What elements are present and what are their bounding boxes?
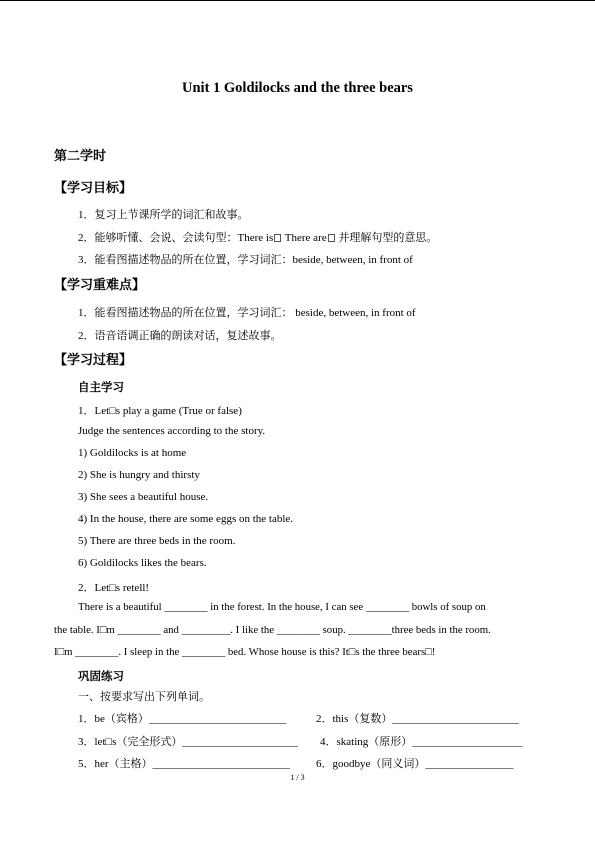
statement-6: 6) Goldilocks likes the bears.: [78, 557, 207, 569]
game-title: 1．Let□s play a game (True or false): [78, 405, 242, 417]
retell-title: 2．Let□s retell!: [78, 582, 150, 594]
statement-1: 1) Goldilocks is at home: [78, 447, 187, 459]
statement-4: 4) In the house, there are some eggs on the table.: [78, 513, 294, 525]
keypoint-2: 2．语音语调正确的朗读对话，复述故事。: [78, 330, 282, 342]
statement-5: 5) There are three beds in the room.: [78, 535, 236, 547]
self-study-label: 自主学习: [78, 382, 124, 394]
objective-2-part-2: There are: [282, 232, 327, 244]
objective-3: 3．能看图描述物品的所在位置，学习词汇：beside, between, in front of: [78, 254, 413, 266]
game-instruction: Judge the sentences according to the story.: [78, 425, 266, 437]
statement-3: 3) She sees a beautiful house.: [78, 491, 209, 503]
objective-2-part-1: 2．能够听懂、会说、会读句型：There is: [78, 232, 274, 244]
objective-2: [78, 229, 437, 245]
objective-2-part-3: 并理解句型的意思。: [335, 232, 438, 244]
objectives-heading: 【学习目标】: [54, 180, 133, 195]
exercise-item-2: 2．this（复数）_______________________: [316, 713, 519, 725]
exercise-item-6: 6．goodbye（同义词）________________: [316, 758, 514, 770]
exercise-item-4: 4．skating（原形）____________________: [320, 736, 523, 748]
page-top-border: [0, 0, 595, 1]
keypoint-1: 1．能看图描述物品的所在位置，学习词汇： beside, between, in front of: [78, 307, 416, 319]
retell-line-3: I□m ________. I sleep in the ________ bed. Whose house is this? It□s the three bears□!: [54, 646, 436, 658]
exercise-item-1: 1．be（宾格）_________________________: [78, 713, 287, 725]
retell-line-2: the table. I□m ________ and _________. I like the ________ soup. ________three beds in the room.: [54, 624, 491, 636]
document-title: Unit 1 Goldilocks and the three bears: [182, 80, 413, 96]
exercise-heading: 一、按要求写出下列单词。: [78, 691, 210, 703]
keypoints-heading: 【学习重难点】: [54, 277, 146, 292]
process-heading: 【学习过程】: [54, 352, 133, 367]
unknown-glyph-box: [328, 234, 335, 242]
exercise-item-3: 3．let□s（完全形式）_____________________: [78, 736, 298, 748]
exercise-item-5: 5．her（主格）_________________________: [78, 758, 291, 770]
page-number: 1 / 3: [290, 773, 305, 782]
practice-label: 巩固练习: [78, 671, 124, 683]
retell-line-1: There is a beautiful ________ in the forest. In the house, I can see ________ bowls of soup on: [78, 601, 486, 613]
statement-2: 2) She is hungry and thirsty: [78, 469, 200, 481]
lesson-label: 第二学时: [54, 148, 107, 163]
objective-1: 1．复习上节课所学的词汇和故事。: [78, 209, 249, 221]
unknown-glyph-box: [274, 234, 281, 242]
